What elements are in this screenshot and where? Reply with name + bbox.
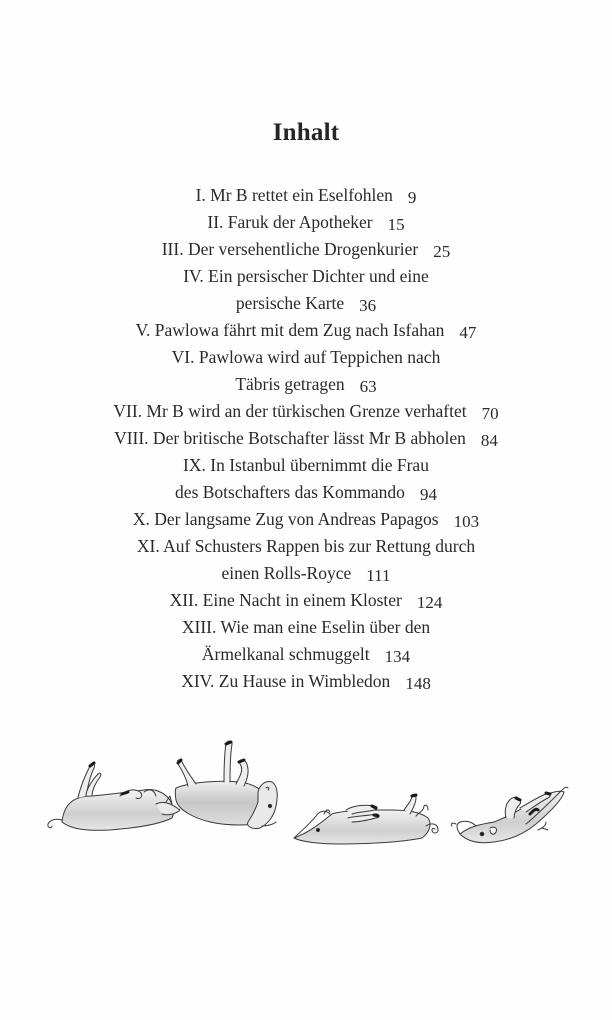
toc-line <box>0 209 612 236</box>
toc-entry-1[interactable] <box>0 182 612 209</box>
toc-line <box>0 236 612 263</box>
page-title: Inhalt <box>272 118 340 146</box>
toc-entry-14[interactable] <box>0 668 612 695</box>
donkeys-rolling-icon <box>40 730 580 865</box>
chapter-title: XII. Eine Nacht in einem Kloster <box>169 590 402 610</box>
toc-line <box>0 506 612 533</box>
toc-line <box>0 614 612 641</box>
page-number: 111 <box>366 566 391 585</box>
chapter-title: V. Pawlowa fährt mit dem Zug nach Isfahan <box>135 320 445 340</box>
toc-line <box>0 317 612 344</box>
toc-entry-10[interactable] <box>0 506 612 533</box>
chapter-title: VII. Mr B wird an der türkischen Grenze verhaftet <box>113 401 467 421</box>
page-number: 36 <box>359 296 377 315</box>
page-number: 124 <box>416 593 443 612</box>
page-number: 134 <box>384 647 411 666</box>
page-number: 70 <box>481 404 499 423</box>
page-number: 63 <box>359 377 377 396</box>
toc-entry-12[interactable] <box>0 587 612 614</box>
page-number: 148 <box>405 674 431 693</box>
chapter-title-continued: Ärmelkanal schmuggelt <box>201 644 370 664</box>
chapter-title: VI. Pawlowa wird auf Teppichen nach <box>171 347 441 367</box>
toc-entry-8[interactable] <box>0 425 612 452</box>
chapter-title: II. Faruk der Apotheker <box>207 212 373 232</box>
toc-line <box>0 290 612 317</box>
page-number: 15 <box>387 215 405 234</box>
page-number: 47 <box>459 323 477 342</box>
toc-line <box>0 425 612 452</box>
chapter-title-continued: einen Rolls-Royce <box>221 563 352 583</box>
chapter-title: VIII. Der britische Botschafter lässt Mr B abholen <box>114 428 466 448</box>
toc-entry-11[interactable] <box>0 533 612 587</box>
toc-line <box>0 371 612 398</box>
chapter-title: XIII. Wie man eine Eselin über den <box>181 617 431 637</box>
toc-line <box>0 344 612 371</box>
chapter-title-continued: Täbris getragen <box>235 374 345 394</box>
page-number: 25 <box>433 242 451 261</box>
chapter-title: IX. In Istanbul übernimmt die Frau <box>183 455 429 475</box>
toc-line <box>0 263 612 290</box>
chapter-title: XIV. Zu Hause in Wimbledon <box>181 671 391 691</box>
toc-line <box>0 533 612 560</box>
toc-line <box>0 479 612 506</box>
toc-line <box>0 182 612 209</box>
donkey-2-icon <box>175 741 277 829</box>
toc-line <box>0 560 612 587</box>
chapter-title: IV. Ein persischer Dichter und eine <box>183 266 429 286</box>
toc-entry-5[interactable] <box>0 317 612 344</box>
chapter-title: III. Der versehentliche Drogenkurier <box>161 239 419 259</box>
toc-entry-9[interactable] <box>0 452 612 506</box>
toc-entry-7[interactable] <box>0 398 612 425</box>
page-number: 103 <box>453 512 480 531</box>
page-number: 94 <box>419 485 437 504</box>
chapter-title-continued: des Botschafters das Kommando <box>175 482 405 502</box>
chapter-title: I. Mr B rettet ein Eselfohlen <box>195 185 393 205</box>
donkey-1-icon <box>48 763 180 830</box>
toc-entry-6[interactable] <box>0 344 612 398</box>
toc-entry-2[interactable] <box>0 209 612 236</box>
chapter-title: XI. Auf Schusters Rappen bis zur Rettung durch <box>136 536 476 556</box>
page-number: 84 <box>480 431 498 450</box>
toc-line <box>0 452 612 479</box>
chapter-title: X. Der langsame Zug von Andreas Papagos <box>132 509 439 529</box>
table-of-contents <box>0 182 612 695</box>
toc-line <box>0 587 612 614</box>
donkeys-illustration <box>40 730 580 865</box>
page-number: 9 <box>407 188 417 207</box>
toc-entry-13[interactable] <box>0 614 612 668</box>
donkey-3-icon <box>294 795 438 844</box>
toc-line <box>0 641 612 668</box>
chapter-title-continued: persische Karte <box>235 293 345 313</box>
toc-entry-4[interactable] <box>0 263 612 317</box>
toc-line <box>0 668 612 695</box>
toc-entry-3[interactable] <box>0 236 612 263</box>
donkey-4-icon <box>451 787 568 843</box>
toc-line <box>0 398 612 425</box>
